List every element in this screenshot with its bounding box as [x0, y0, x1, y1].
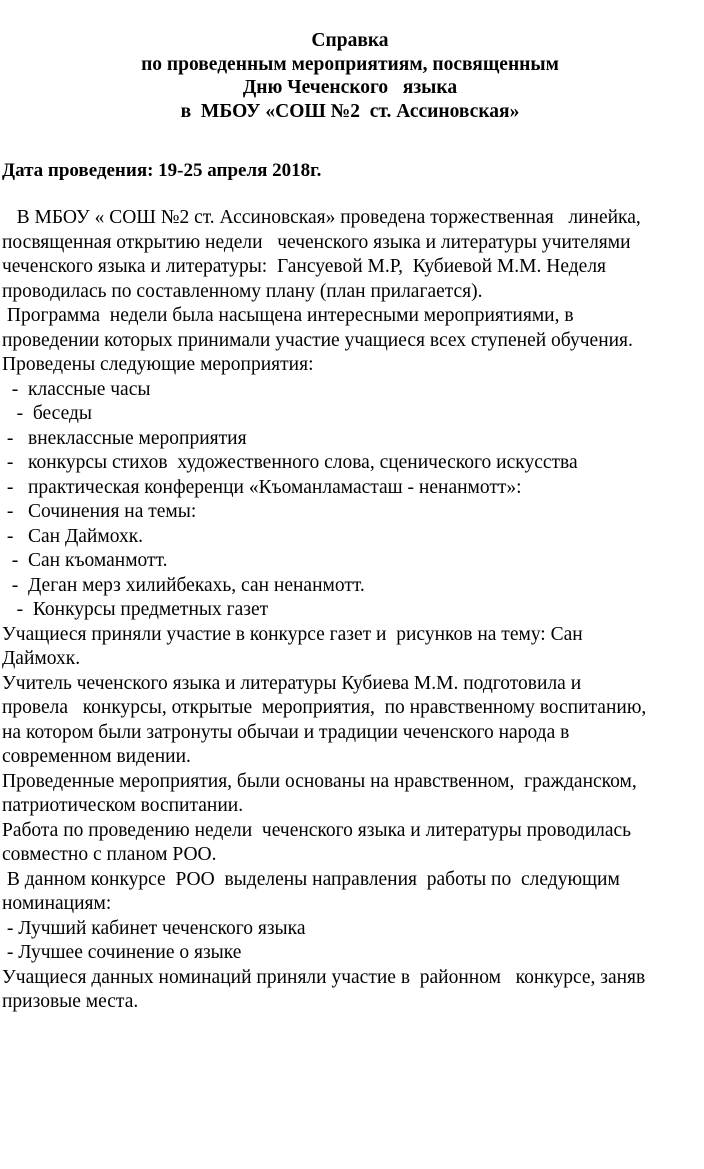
body-line: номинациям: [2, 893, 112, 914]
body-line: современном видении. [2, 746, 191, 767]
body-line: посвященная открытию недели чеченского языка и литературы учителями [2, 231, 631, 253]
body-line: проводилась по составленному плану (план прилагается). [2, 280, 483, 302]
document-title [2, 29, 696, 123]
list-item: - классные часы [2, 378, 151, 400]
list-item: - Лучшее сочинение о языке [2, 942, 242, 963]
body-line: чеченского языка и литературы: Гансуевой М.Р, Кубиевой М.М. Неделя [2, 256, 607, 277]
body-line: совместно с планом РОО. [2, 844, 217, 865]
body-line: Учащиеся приняли участие в конкурсе газет и рисунков на тему: Сан [2, 623, 583, 645]
body-line: Проведенные мероприятия, были основаны на нравственном, гражданском, [2, 770, 637, 792]
body-line: Учащиеся данных номинаций приняли участие в районном конкурсе, заняв [2, 966, 646, 988]
list-item: - Сан къоманмотт. [2, 550, 168, 571]
list-item: - Сан Даймохк. [2, 525, 144, 547]
title-line-4: в МБОУ «СОШ №2 ст. Ассиновская» [180, 100, 520, 122]
list-item: - Деган мерз хилийбекахь, сан ненанмотт. [2, 574, 365, 596]
body-line: Проведены следующие мероприятия: [2, 354, 314, 375]
list-item: - внеклассные мероприятия [2, 427, 247, 449]
list-item: - конкурсы стихов художественного слова, сценического искусства [2, 452, 578, 473]
title-line-2: по проведенным мероприятиям, посвященным [141, 53, 559, 75]
body-line: Работа по проведению недели чеченского языка и литературы проводилась [2, 819, 632, 841]
body-line: Учитель чеченского языка и литературы Кубиева М.М. подготовила и [2, 672, 582, 694]
body-line: Программа недели была насыщена интересными мероприятиями, в [2, 305, 574, 326]
body-line: В МБОУ « СОШ №2 ст. Ассиновская» проведена торжественная линейка, [2, 207, 641, 228]
body-line: провела конкурсы, открытые мероприятия, по нравственному воспитанию, [2, 697, 647, 718]
list-item: - Конкурсы предметных газет [2, 599, 269, 620]
body-line: Даймохк. [2, 648, 81, 669]
event-date: Дата проведения: 19-25 апреля 2018г. [2, 160, 322, 181]
document-body [2, 206, 696, 1015]
body-line: патриотическом воспитании. [2, 795, 244, 816]
title-line-3: Дню Чеченского языка [242, 77, 458, 98]
list-item: - Лучший кабинет чеченского языка [2, 917, 306, 939]
body-line: проведении которых принимали участие учащиеся всех ступеней обучения. [2, 329, 633, 351]
body-line: призовые места. [2, 991, 139, 1012]
list-item: - беседы [2, 403, 92, 424]
list-item: - практическая конференци «Къоманламасташ - ненанмотт»: [2, 476, 522, 498]
body-line: на котором были затронуты обычаи и традиции чеченского народа в [2, 721, 570, 743]
body-line: В данном конкурсе РОО выделены направления работы по следующим [2, 868, 620, 890]
list-item: - Сочинения на темы: [2, 501, 197, 522]
title-line-1: Справка [311, 30, 389, 51]
